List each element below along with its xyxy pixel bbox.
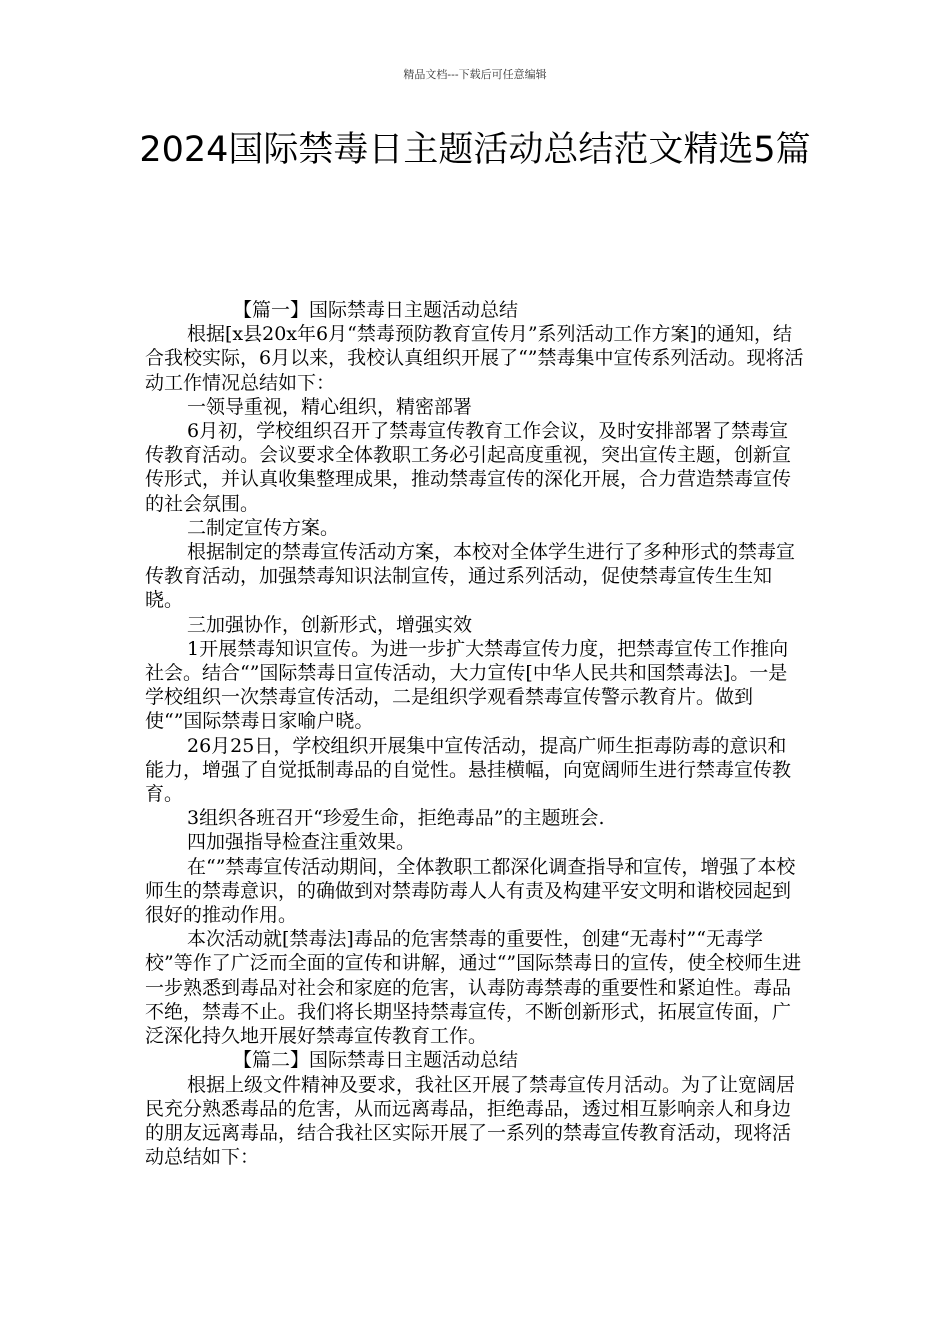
paragraph: 根据制定的禁毒宣传活动方案，本校对全体学生进行了多种形式的禁毒宣传教育活动，加强禁毒知识法制宣传，通过系列活动，促使禁毒宣传生生知晓。 (145, 541, 796, 612)
paragraph: 一领导重视，精心组织，精密部署 (187, 395, 473, 418)
section-heading-1: 【篇一】国际禁毒日主题活动总结 (233, 299, 519, 321)
paragraph: 四加强指导检查注重效果。 (187, 831, 416, 854)
paragraph: 在“”禁毒宣传活动期间，全体教职工都深化调查指导和宣传，增强了本校师生的禁毒意识，的确做到对禁毒防毒人人有责及构建平安文明和谐校园起到很好的推动作用。 (145, 855, 796, 927)
paragraph: 根据上级文件精神及要求，我社区开展了禁毒宣传月活动。为了让宽阔居民充分熟悉毒品的危害，从而远离毒品，拒绝毒品，透过相互影响亲人和身边的朋友远离毒品，结合我社区实际开展了一系列的禁毒宣传教育活动，现将活动总结如下： (145, 1073, 796, 1169)
document-title: 2024国际禁毒日主题活动总结范文精选5篇 (139, 130, 811, 170)
section-heading-2: 【篇二】国际禁毒日主题活动总结 (233, 1049, 519, 1072)
paragraph: 1开展禁毒知识宣传。为进一步扩大禁毒宣传力度，把禁毒宣传工作推向社会。结合“”国际禁毒日宣传活动，大力宣传[中华人民共和国禁毒法]。一是学校组织一次禁毒宣传活动，二是组织学观看禁毒宣传警示教育片。做到使“”国际禁毒日家喻户晓。 (145, 637, 789, 733)
paragraph: 6月初，学校组织召开了禁毒宣传教育工作会议，及时安排部署了禁毒宣传教育活动。会议要求全体教职工务必引起高度重视，突出宣传主题，创新宣传形式，并认真收集整理成果，推动禁毒宣传的深化开展，合力营造禁毒宣传的社会氛围。 (145, 420, 792, 515)
paragraph: 本次活动就[禁毒法]毒品的危害禁毒的重要性，创建“无毒村”“无毒学校”等作了广泛而全面的宣传和讲解，通过“”国际禁毒日的宣传，使全校师生进一步熟悉到毒品对社会和家庭的危害，认毒防毒禁毒的重要性和紧迫性。毒品不绝，禁毒不止。我们将长期坚持禁毒宣传，不断创新形式，拓展宣传面，广泛深化持久地开展好禁毒宣传教育工作。 (145, 928, 802, 1048)
paragraph: 3组织各班召开“珍爱生命，拒绝毒品”的主题班会. (187, 807, 605, 830)
paragraph: 根据[x县20x年6月“禁毒预防教育宣传月”系列活动工作方案]的通知，结合我校实际，6月以来，我校认真组织开展了“”禁毒集中宣传系列活动。现将活动工作情况总结如下： (145, 323, 804, 394)
paragraph: 26月25日，学校组织开展集中宣传活动，提高广师生拒毒防毒的意识和能力，增强了自觉抵制毒品的自觉性。悬挂横幅，向宽阔师生进行禁毒宣传教育。 (145, 734, 792, 806)
document-body (145, 298, 805, 1169)
paragraph: 二制定宣传方案。 (187, 516, 340, 539)
paragraph: 三加强协作，创新形式，增强实效 (187, 613, 473, 636)
header-note: 精品文档---下载后可任意编辑 (403, 68, 547, 81)
